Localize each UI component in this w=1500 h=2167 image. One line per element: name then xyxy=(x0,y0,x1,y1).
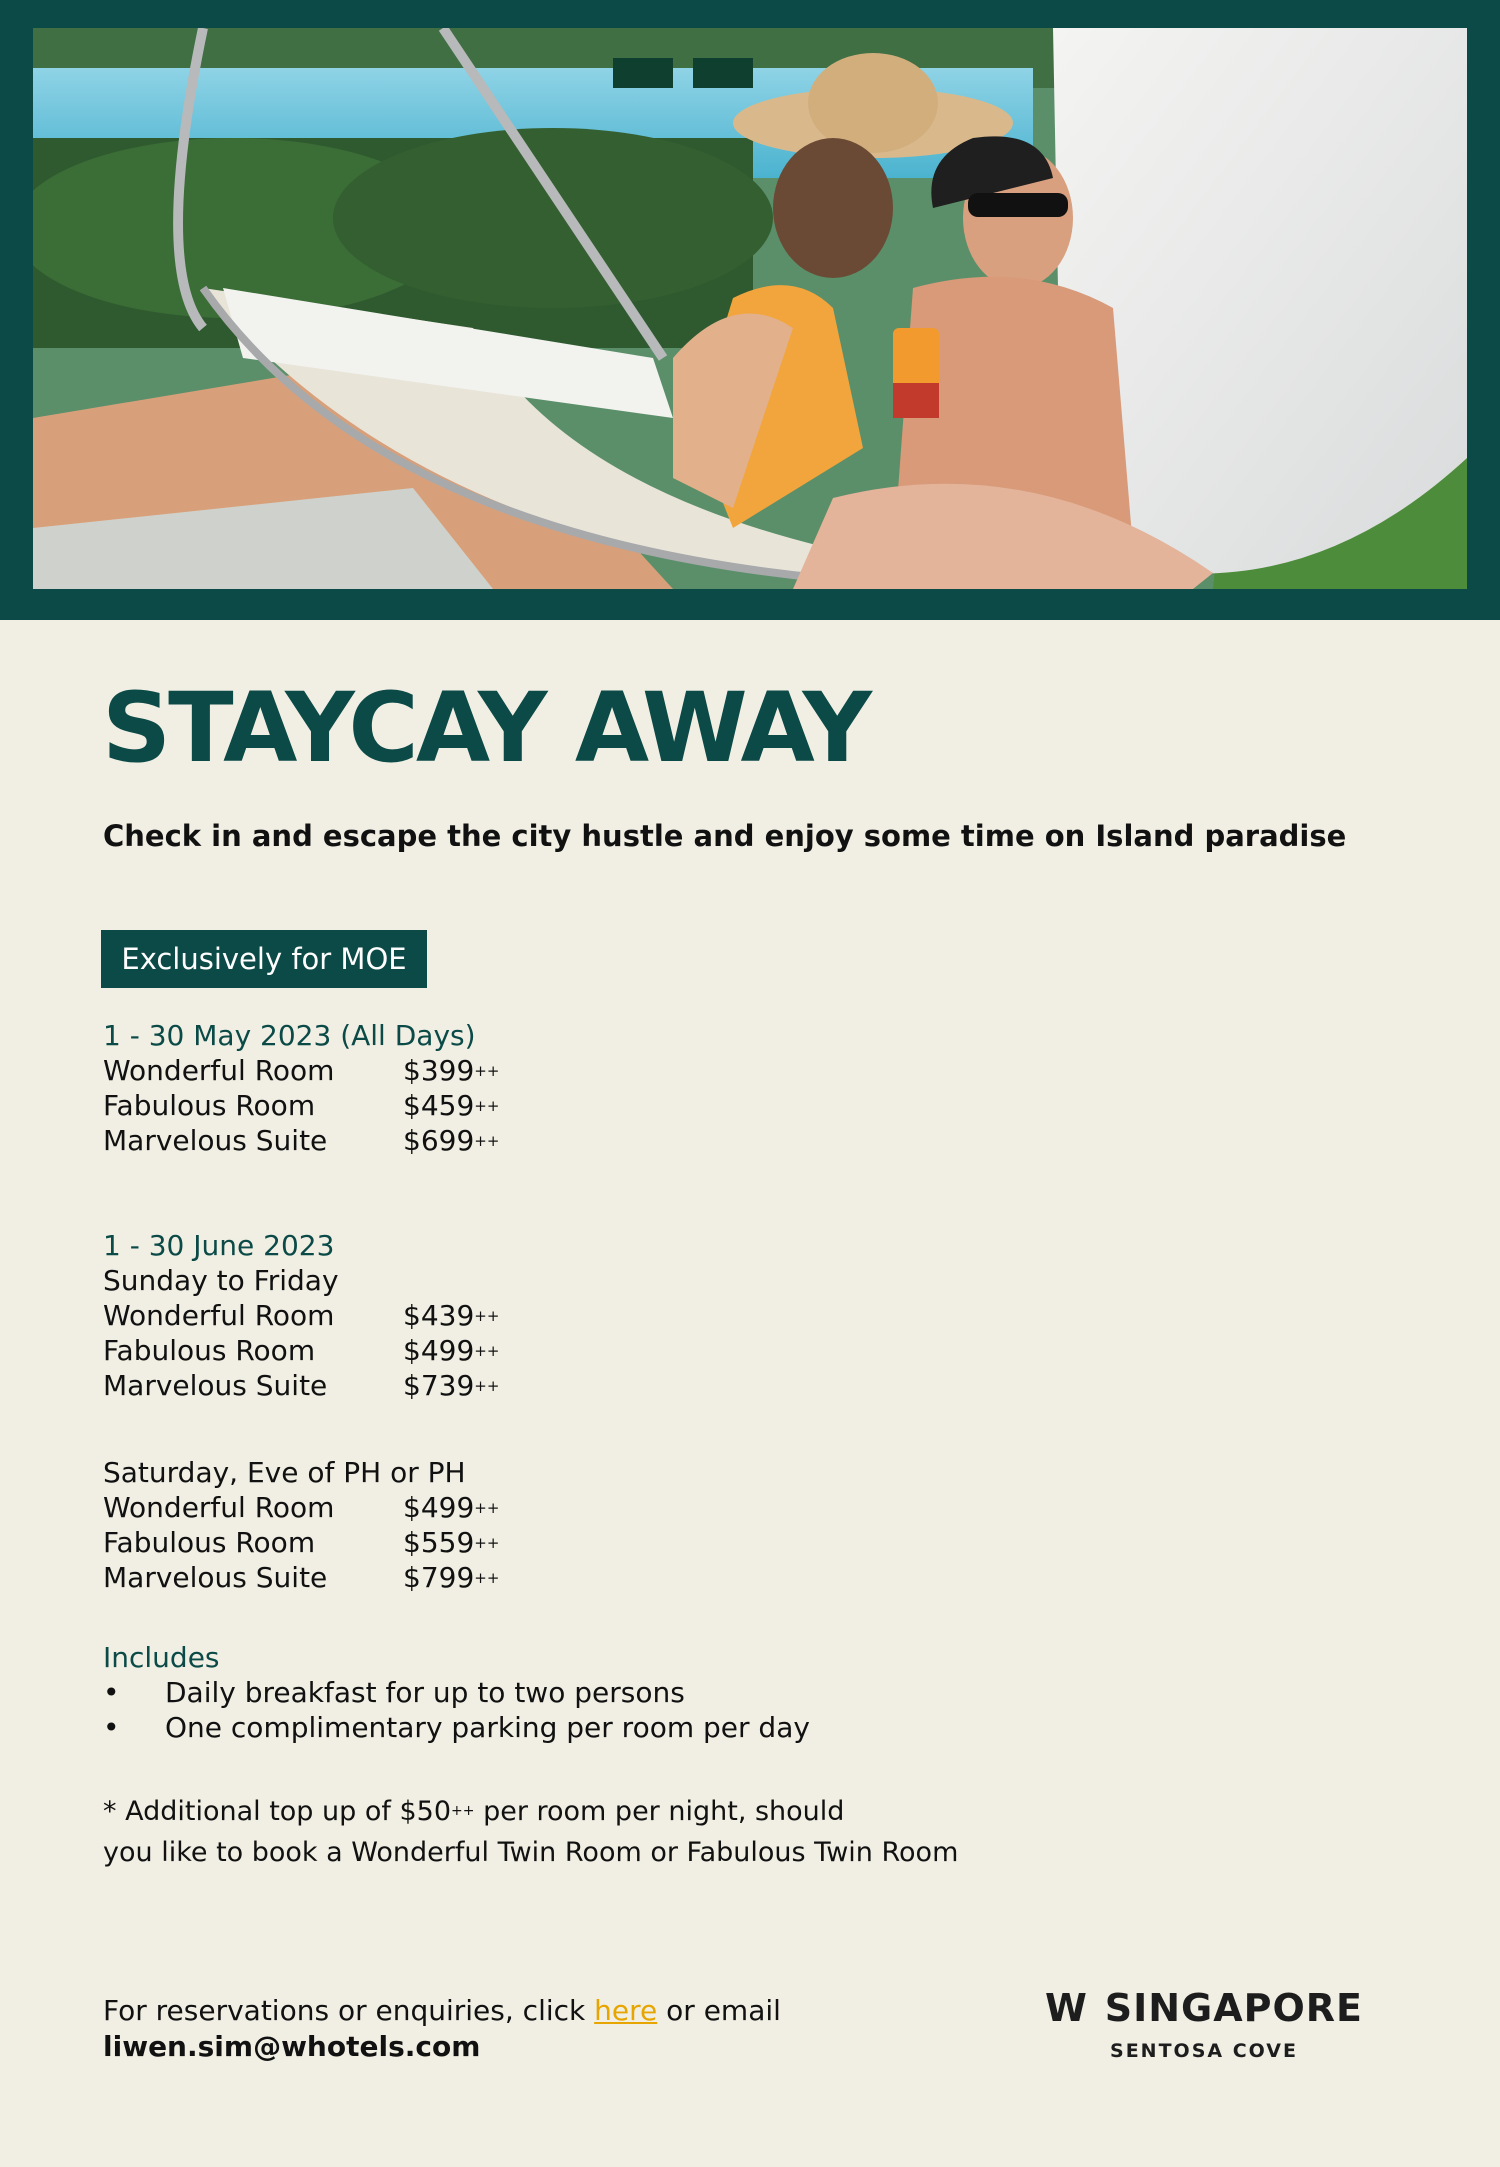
audience-badge: Exclusively for MOE xyxy=(101,930,427,988)
room-price: $459++ xyxy=(403,1089,500,1122)
period-subheading: Saturday, Eve of PH or PH xyxy=(103,1456,466,1489)
period-heading: 1 - 30 May 2023 (All Days) xyxy=(103,1019,476,1052)
reservation-link[interactable]: here xyxy=(594,1994,658,2027)
include-text: One complimentary parking per room per day xyxy=(165,1711,810,1744)
includes-section xyxy=(103,1640,810,1745)
includes-heading: Includes xyxy=(103,1641,220,1674)
room-price: $559++ xyxy=(403,1526,500,1559)
contact-email[interactable]: liwen.sim@whotels.com xyxy=(103,2030,481,2063)
room-price: $799++ xyxy=(403,1561,500,1594)
twin-room-note xyxy=(103,1791,958,1873)
room-name: Marvelous Suite xyxy=(103,1124,328,1157)
room-name: Fabulous Room xyxy=(103,1334,316,1367)
rate-period-june-weekday xyxy=(103,1228,499,1403)
room-price: $439++ xyxy=(403,1299,500,1332)
room-price: $499++ xyxy=(403,1334,500,1367)
period-heading: 1 - 30 June 2023 xyxy=(103,1229,335,1262)
logo-name: SINGAPORE xyxy=(1104,1986,1363,2030)
note-line-1: * Additional top up of $50++ per room per night, should xyxy=(103,1796,845,1827)
page-subtitle: Check in and escape the city hustle and enjoy some time on Island paradise xyxy=(103,819,1347,853)
w-singapore-logo xyxy=(1045,1986,1363,2062)
period-subheading: Sunday to Friday xyxy=(103,1264,339,1297)
rate-row xyxy=(103,1490,499,1525)
room-name: Wonderful Room xyxy=(103,1054,335,1087)
room-name: Marvelous Suite xyxy=(103,1369,328,1402)
rate-row xyxy=(103,1298,499,1333)
room-price: $739++ xyxy=(403,1369,500,1402)
room-price: $399++ xyxy=(403,1054,500,1087)
rate-row xyxy=(103,1088,499,1123)
rate-row xyxy=(103,1368,499,1403)
contact-info xyxy=(103,1993,781,2065)
include-text: Daily breakfast for up to two persons xyxy=(165,1676,685,1709)
rate-row xyxy=(103,1525,499,1560)
room-name: Wonderful Room xyxy=(103,1299,335,1332)
list-item xyxy=(103,1675,810,1710)
rate-period-may xyxy=(103,1018,499,1158)
bullet: • xyxy=(103,1676,120,1709)
room-name: Fabulous Room xyxy=(103,1526,316,1559)
contact-line: For reservations or enquiries, click here or email xyxy=(103,1994,781,2027)
room-price: $699++ xyxy=(403,1124,500,1157)
page-title: STAYCAY AWAY xyxy=(102,672,870,784)
bullet: • xyxy=(103,1711,120,1744)
list-item xyxy=(103,1710,810,1745)
logo-subtitle: SENTOSA COVE xyxy=(1110,2040,1298,2062)
logo-w: W xyxy=(1045,1986,1088,2030)
hero-frame xyxy=(0,0,1500,620)
couple-on-pool-hammock-photo xyxy=(33,28,1467,589)
rate-row xyxy=(103,1560,499,1595)
room-name: Wonderful Room xyxy=(103,1491,335,1524)
room-name: Marvelous Suite xyxy=(103,1561,328,1594)
room-price: $499++ xyxy=(403,1491,500,1524)
room-name: Fabulous Room xyxy=(103,1089,316,1122)
rate-row xyxy=(103,1053,499,1088)
rate-period-june-weekend xyxy=(103,1455,499,1595)
rate-row xyxy=(103,1333,499,1368)
rate-row xyxy=(103,1123,499,1158)
note-line-2: you like to book a Wonderful Twin Room or Fabulous Twin Room xyxy=(103,1837,959,1868)
